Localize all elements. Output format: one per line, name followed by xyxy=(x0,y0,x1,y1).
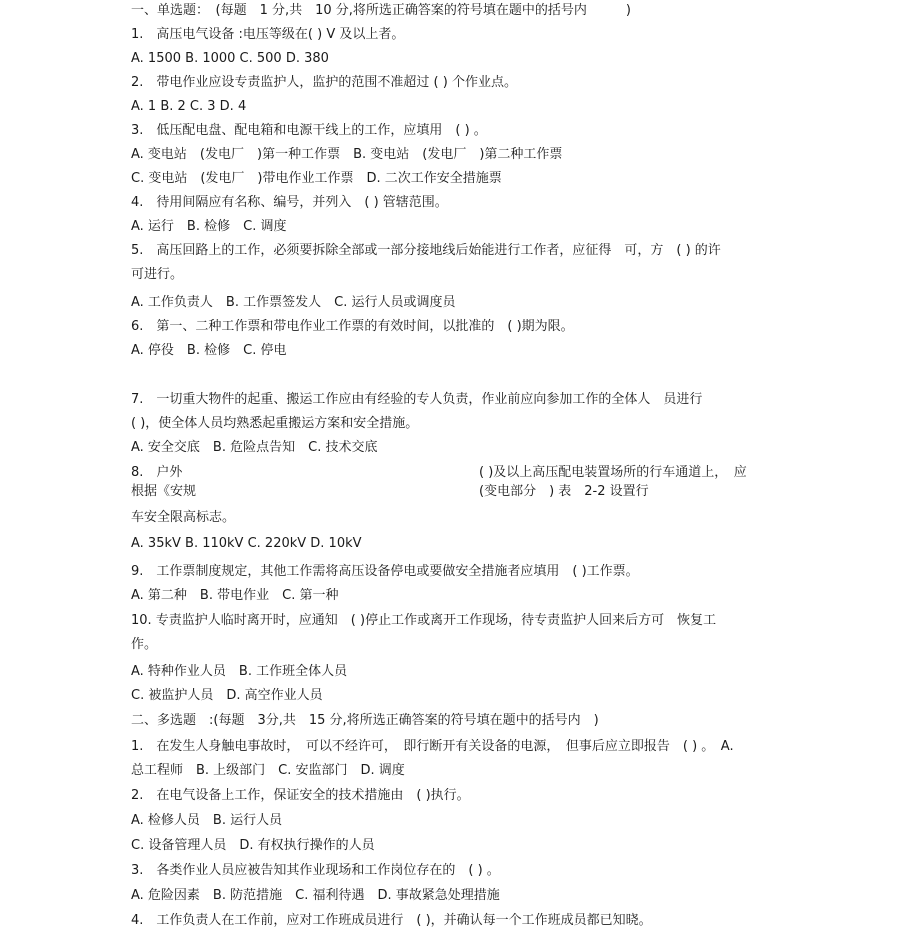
question-8-part-e: 车安全限高标志。 xyxy=(131,510,236,525)
multi-question-1-line-1: 1. 在发生人身触电事故时， 可以不经许可， 即行断开有关设备的电源， 但事后应立即报告 ( ) 。 A. xyxy=(131,739,734,754)
multi-question-2-options-cd: C. 设备管理人员 D. 有权执行操作的人员 xyxy=(131,838,375,853)
multi-question-2-options-ab: A. 检修人员 B. 运行人员 xyxy=(131,813,283,828)
question-7-line-1: 7. 一切重大物件的起重、搬运工作应由有经验的专人负责，作业前应向参加工作的全体人 员进行 xyxy=(131,392,703,407)
question-8-part-d: (变电部分 ) 表 2-2 设置行 xyxy=(479,484,649,499)
question-10-options-ab: A. 特种作业人员 B. 工作班全体人员 xyxy=(131,664,348,679)
question-6-options: A. 停役 B. 检修 C. 停电 xyxy=(131,343,287,358)
multi-question-3-options: A. 危险因素 B. 防范措施 C. 福利待遇 D. 事故紧急处理措施 xyxy=(131,888,500,903)
question-9-options: A. 第二种 B. 带电作业 C. 第一种 xyxy=(131,588,339,603)
question-2-options: A. 1 B. 2 C. 3 D. 4 xyxy=(131,99,247,114)
question-4-options: A. 运行 B. 检修 C. 调度 xyxy=(131,219,287,234)
question-10-line-2: 作。 xyxy=(131,637,158,652)
section1-header: 一、单选题： (每题 1 分,共 10 分,将所选正确答案的符号填在题中的括号内 ) xyxy=(131,3,631,18)
question-3-options-cd: C. 变电站 (发电厂 )带电作业工作票 D. 二次工作安全措施票 xyxy=(131,171,502,186)
question-10-options-cd: C. 被监护人员 D. 高空作业人员 xyxy=(131,688,323,703)
question-7-line-2: ( )，使全体人员均熟悉起重搬运方案和安全措施。 xyxy=(131,416,419,431)
multi-question-2: 2. 在电气设备上工作，保证安全的技术措施由 ( )执行。 xyxy=(131,788,470,803)
question-5-line-1: 5. 高压回路上的工作，必须要拆除全部或一部分接地线后始能进行工作者，应征得 可，方 ( ) 的许 xyxy=(131,243,721,258)
question-6: 6. 第一、二种工作票和带电作业工作票的有效时间，以批准的 ( )期为限。 xyxy=(131,319,574,334)
question-8-part-c: 根据《安规 xyxy=(131,484,197,499)
question-1: 1. 高压电气设备 :电压等级在( ) V 及以上者。 xyxy=(131,27,405,42)
question-4: 4. 待用间隔应有名称、编号，并列入 ( ) 管辖范围。 xyxy=(131,195,448,210)
multi-question-3: 3. 各类作业人员应被告知其作业现场和工作岗位存在的 ( ) 。 xyxy=(131,863,500,878)
question-5-line-2: 可进行。 xyxy=(131,267,184,282)
question-7-options: A. 安全交底 B. 危险点告知 C. 技术交底 xyxy=(131,440,378,455)
question-8-options: A. 35kV B. 110kV C. 220kV D. 10kV xyxy=(131,536,362,551)
question-3-options-ab: A. 变电站 (发电厂 )第一种工作票 B. 变电站 (发电厂 )第二种工作票 xyxy=(131,147,563,162)
question-3: 3. 低压配电盘、配电箱和电源干线上的工作，应填用 ( ) 。 xyxy=(131,123,487,138)
question-2: 2. 带电作业应设专责监护人，监护的范围不准超过 ( ) 个作业点。 xyxy=(131,75,517,90)
section2-header: 二、多选题 :(每题 3分,共 15 分,将所选正确答案的符号填在题中的括号内 ) xyxy=(131,713,599,728)
question-5-options: A. 工作负责人 B. 工作票签发人 C. 运行人员或调度员 xyxy=(131,295,456,310)
question-8-part-b: ( )及以上高压配电装置场所的行车通道上， 应 xyxy=(479,465,747,480)
question-9: 9. 工作票制度规定，其他工作需将高压设备停电或要做安全措施者应填用 ( )工作票。 xyxy=(131,564,639,579)
question-10-line-1: 10. 专责监护人临时离开时，应通知 ( )停止工作或离开工作现场，待专责监护人回来后方可 恢复工 xyxy=(131,613,717,628)
question-1-options: A. 1500 B. 1000 C. 500 D. 380 xyxy=(131,51,329,66)
multi-question-4: 4. 工作负责人在工作前，应对工作班成员进行 ( )，并确认每一个工作班成员都已知晓。 xyxy=(131,913,652,928)
multi-question-1-line-2: 总工程师 B. 上级部门 C. 安监部门 D. 调度 xyxy=(131,763,405,778)
question-8-part-a: 8. 户外 xyxy=(131,465,183,480)
